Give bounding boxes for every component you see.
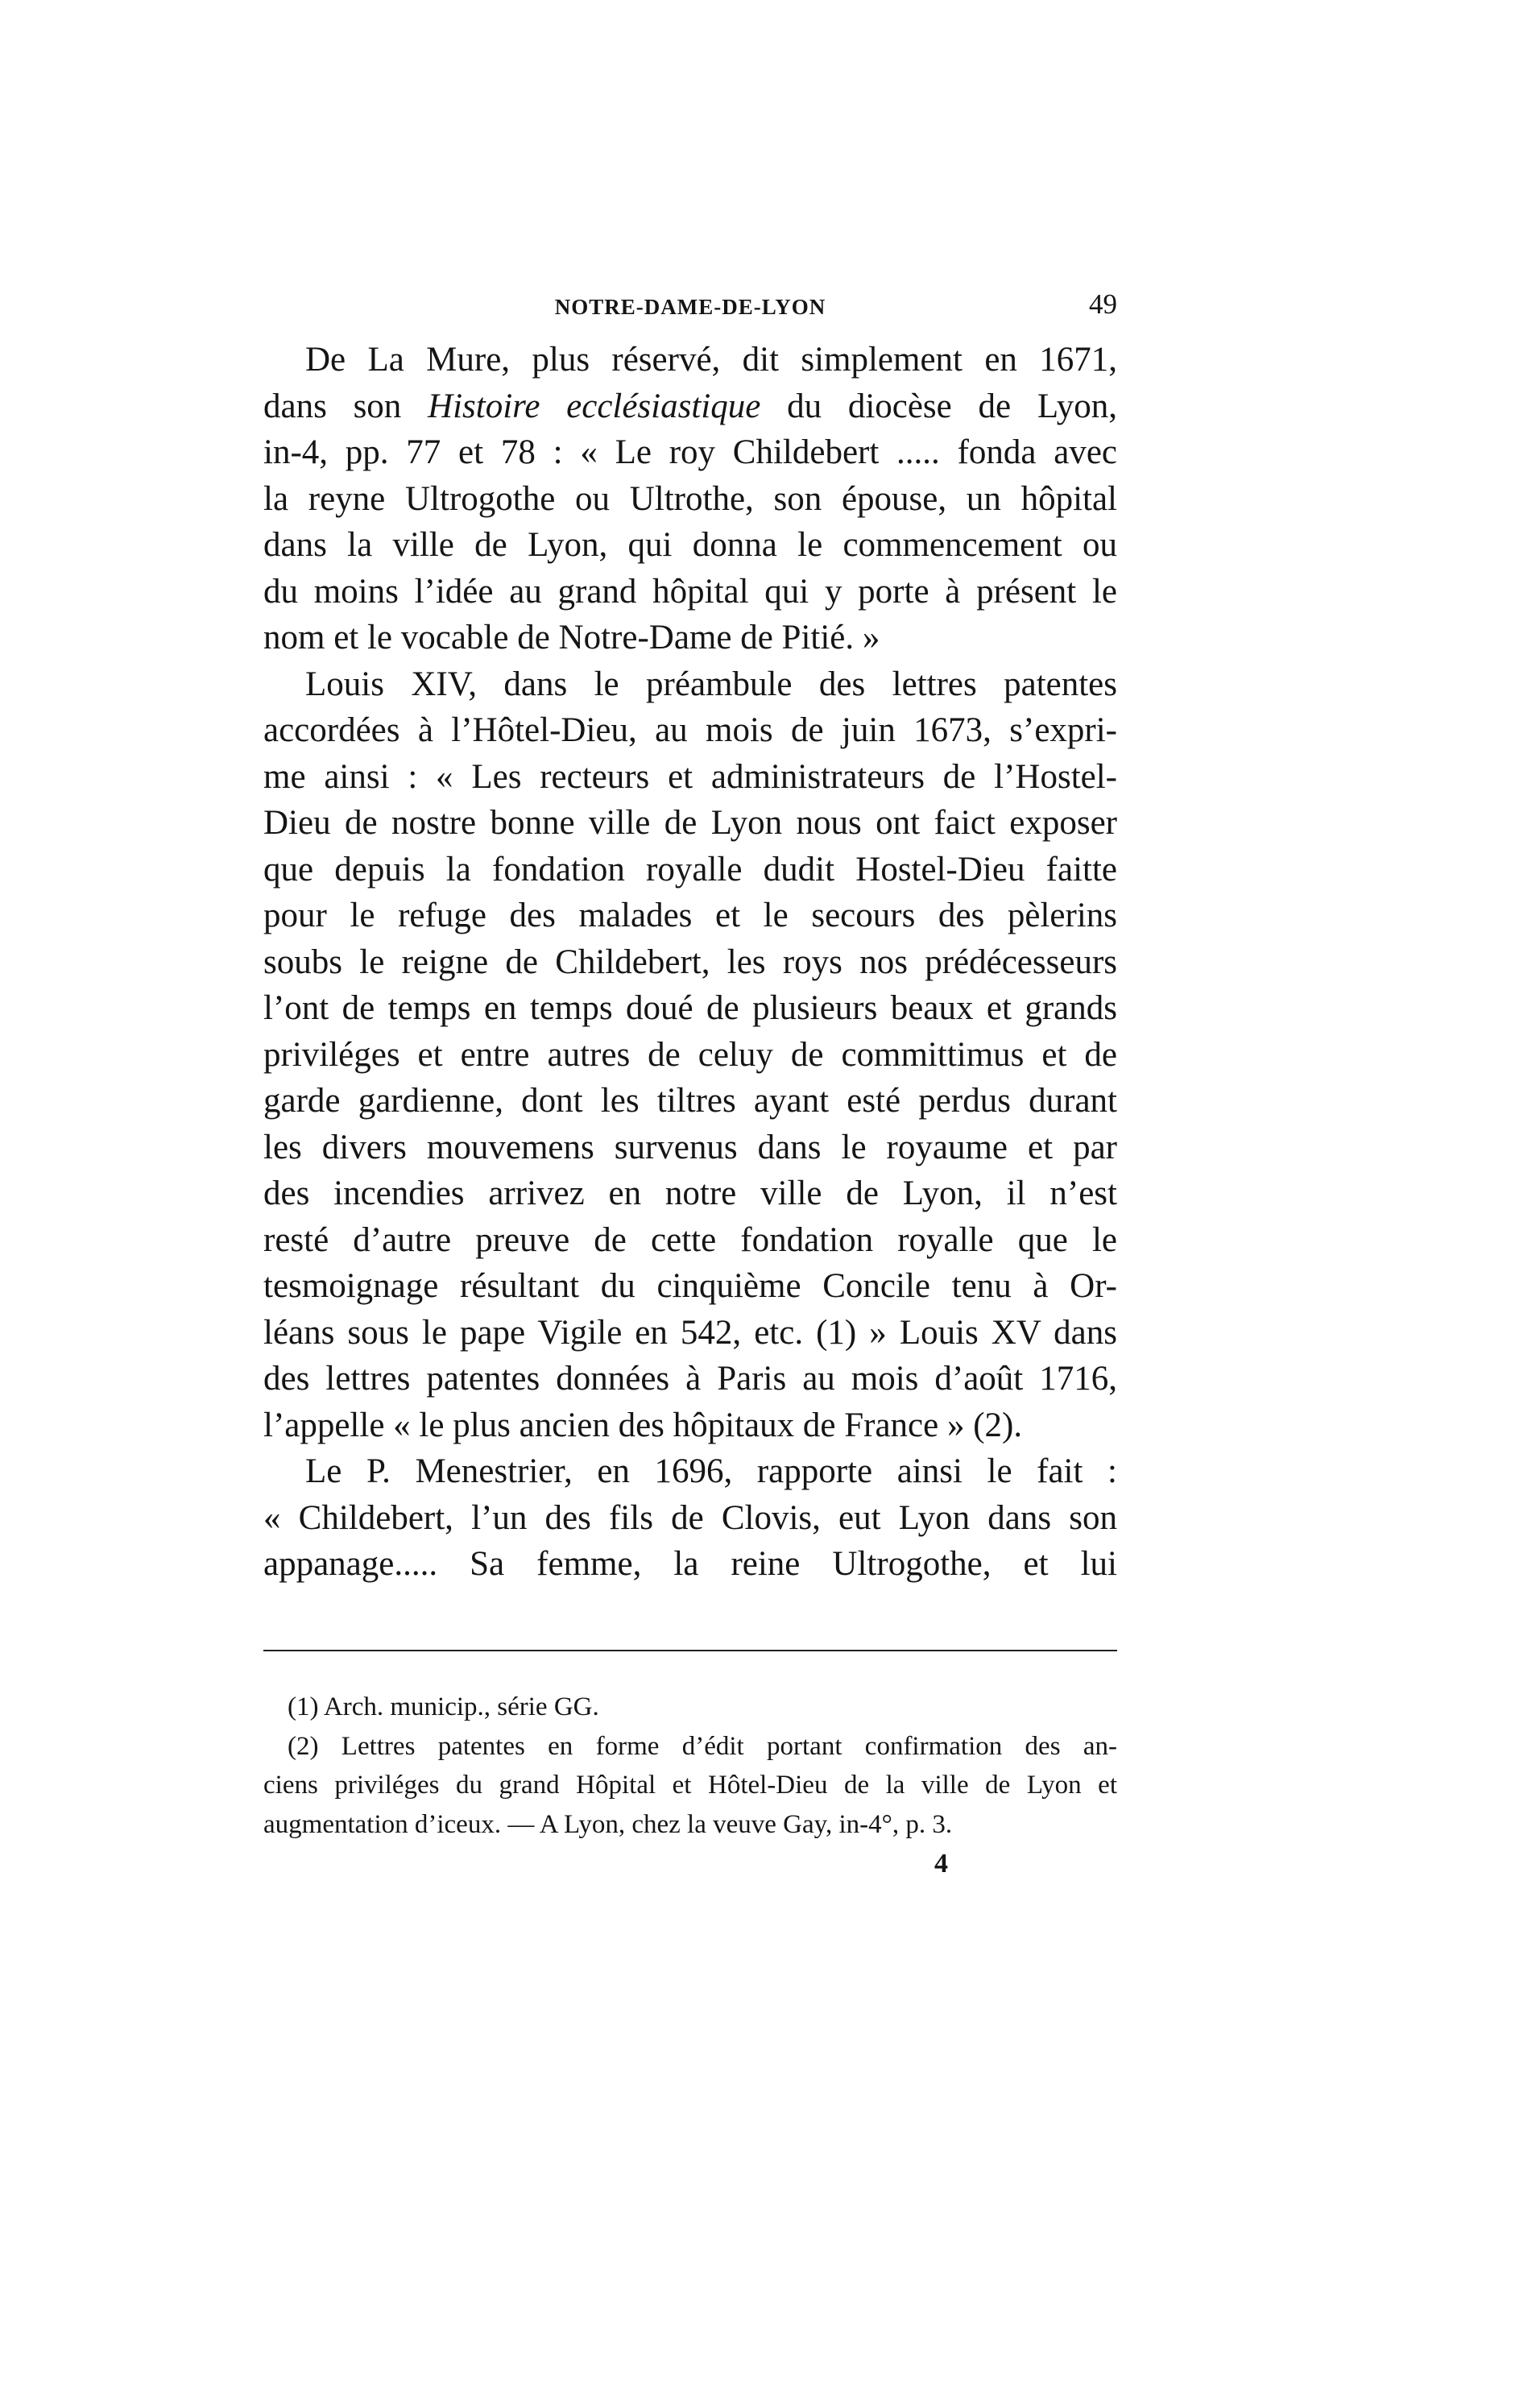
signature-mark: 4 bbox=[934, 1849, 948, 1879]
text-line: la reyne Ultrogothe ou Ultrothe, son épouse, un hôpital bbox=[263, 479, 1117, 518]
text-line: appanage..... Sa femme, la reine Ultrogothe, et lui bbox=[263, 1545, 1117, 1583]
footnotes bbox=[263, 1688, 1117, 1844]
footnote-line: ciens priviléges du grand Hôpital et Hôtel-Dieu de la ville de Lyon et bbox=[263, 1771, 1117, 1800]
footnote-line: (2) Lettres patentes en forme d’édit portant confirmation des an- bbox=[288, 1731, 1117, 1761]
footnote-divider bbox=[263, 1650, 1117, 1651]
main-text bbox=[263, 337, 1117, 1588]
text-line: les divers mouvemens survenus dans le royaume et par bbox=[263, 1128, 1117, 1166]
text-line: resté d’autre preuve de cette fondation royalle que le bbox=[263, 1220, 1117, 1259]
text-line: accordées à l’Hôtel-Dieu, au mois de juin 1673, s’expri- bbox=[263, 711, 1117, 749]
text-line: Le P. Menestrier, en 1696, rapporte ainsi le fait : bbox=[305, 1452, 1117, 1490]
footnote-line: (1) Arch. municip., série GG. bbox=[288, 1692, 599, 1721]
text-line: in-4, pp. 77 et 78 : « Le roy Childebert ..... fonda avec bbox=[263, 433, 1117, 471]
text-line: l’appelle « le plus ancien des hôpitaux de France » (2). bbox=[263, 1406, 1023, 1444]
text-line: nom et le vocable de Notre-Dame de Pitié. » bbox=[263, 619, 880, 657]
text-fragment: du diocèse de Lyon, bbox=[760, 387, 1117, 425]
text-line: garde gardienne, dont les tiltres ayant esté perdus durant bbox=[263, 1082, 1117, 1120]
text-line bbox=[263, 383, 1117, 430]
text-line: soubs le reigne de Childebert, les roys nos prédécesseurs bbox=[263, 942, 1117, 981]
text-line: dans la ville de Lyon, qui donna le commencement ou bbox=[263, 526, 1117, 564]
text-line: des incendies arrivez en notre ville de Lyon, il n’est bbox=[263, 1174, 1117, 1212]
text-line: des lettres patentes données à Paris au mois d’août 1716, bbox=[263, 1360, 1117, 1398]
text-line: pour le refuge des malades et le secours des pèlerins bbox=[263, 897, 1117, 934]
book-title: Histoire ecclésiastique bbox=[428, 387, 761, 425]
running-title: NOTRE-DAME-DE-LYON bbox=[554, 295, 826, 319]
running-header bbox=[263, 285, 1117, 325]
footnote-line: augmentation d’iceux. — A Lyon, chez la veuve Gay, in-4°, p. 3. bbox=[263, 1809, 953, 1839]
text-line: Dieu de nostre bonne ville de Lyon nous ont faict exposer bbox=[263, 804, 1117, 842]
text-line: tesmoignage résultant du cinquième Concile tenu à Or- bbox=[263, 1267, 1117, 1305]
text-fragment: dans son bbox=[263, 387, 428, 425]
text-line: du moins l’idée au grand hôpital qui y porte à présent le bbox=[263, 572, 1117, 611]
text-line: priviléges et entre autres de celuy de committimus et de bbox=[263, 1035, 1117, 1074]
text-line: que depuis la fondation royalle dudit Hostel-Dieu faitte bbox=[263, 850, 1117, 889]
text-line: De La Mure, plus réservé, dit simplement en 1671, bbox=[305, 341, 1117, 379]
text-line: me ainsi : « Les recteurs et administrateurs de l’Hostel- bbox=[263, 757, 1117, 796]
text-line: l’ont de temps en temps doué de plusieurs beaux et grands bbox=[263, 989, 1117, 1027]
text-line: Louis XIV, dans le préambule des lettres patentes bbox=[305, 665, 1117, 703]
text-line: léans sous le pape Vigile en 542, etc. (1) » Louis XV dans bbox=[263, 1313, 1117, 1352]
text-line: « Childebert, l’un des fils de Clovis, eut Lyon dans son bbox=[263, 1498, 1117, 1537]
page-number: 49 bbox=[1089, 288, 1117, 320]
